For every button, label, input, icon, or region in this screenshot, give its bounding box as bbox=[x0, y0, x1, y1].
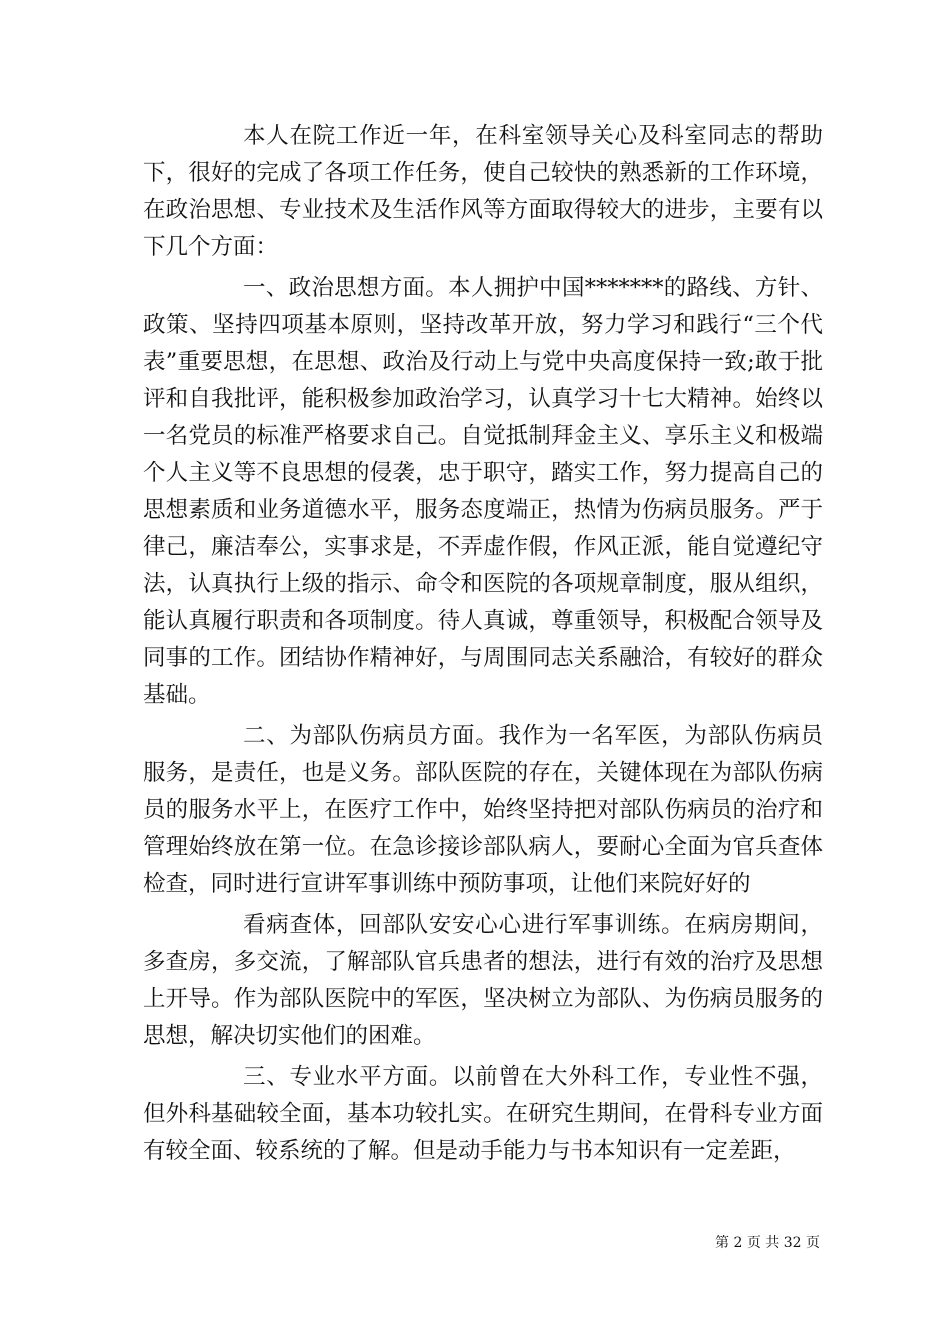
paragraph-army-patients: 二、为部队伤病员方面。我作为一名军医，为部队伤病员服务，是责任，也是义务。部队医院的存在，关键体现在为部队伤病员的服务水平上，在医疗工作中，始终坚持把对部队伤病员的治疗和管理始终放在第一位。在急诊接诊部队病人，要耐心全面为官兵查体检查，同时进行宣讲军事训练中预防事项，让他们来院好好的 bbox=[143, 723, 823, 897]
paragraph-ward-work: 看病查体，回部队安安心心进行军事训练。在病房期间，多查房，多交流，了解部队官兵患者的想法，进行有效的治疗及思想上开导。作为部队医院中的军医，坚决树立为部队、为伤病员服务的思想，解决切实他们的困难。 bbox=[143, 912, 823, 1049]
paragraph-professional-level: 三、专业水平方面。以前曾在大外科工作，专业性不强，但外科基础较全面，基本功较扎实。在研究生期间，在骨科专业方面有较全面、较系统的了解。但是动手能力与书本知识有一定差距， bbox=[143, 1064, 823, 1164]
paragraph-political-thought: 一、政治思想方面。本人拥护中国*******的路线、方针、政策、坚持四项基本原则，坚持改革开放，努力学习和践行“三个代表”重要思想，在思想、政治及行动上与党中央高度保持一致;敢于批评和自我批评，能积极参加政治学习，认真学习十七大精神。始终以一名党员的标准严格要求自己。自觉抵制拜金主义、享乐主义和极端个人主义等不良思想的侵袭，忠于职守，踏实工作，努力提高自己的思想素质和业务道德水平，服务态度端正，热情为伤病员服务。严于律己，廉洁奉公，实事求是，不弄虚作假，作风正派，能自觉遵纪守法，认真执行上级的指示、命令和医院的各项规章制度，服从组织，能认真履行职责和各项制度。待人真诚，尊重领导，积极配合领导及同事的工作。团结协作精神好，与周围同志关系融洽，有较好的群众基础。 bbox=[143, 275, 823, 708]
document-body bbox=[143, 118, 823, 1170]
paragraph-intro: 本人在院工作近一年，在科室领导关心及科室同志的帮助下，很好的完成了各项工作任务，使自己较快的熟悉新的工作环境，在政治思想、专业技术及生活作风等方面取得较大的进步，主要有以下几个方面： bbox=[143, 123, 823, 260]
page-number: 第 2 页 共 32 页 bbox=[715, 1235, 820, 1251]
